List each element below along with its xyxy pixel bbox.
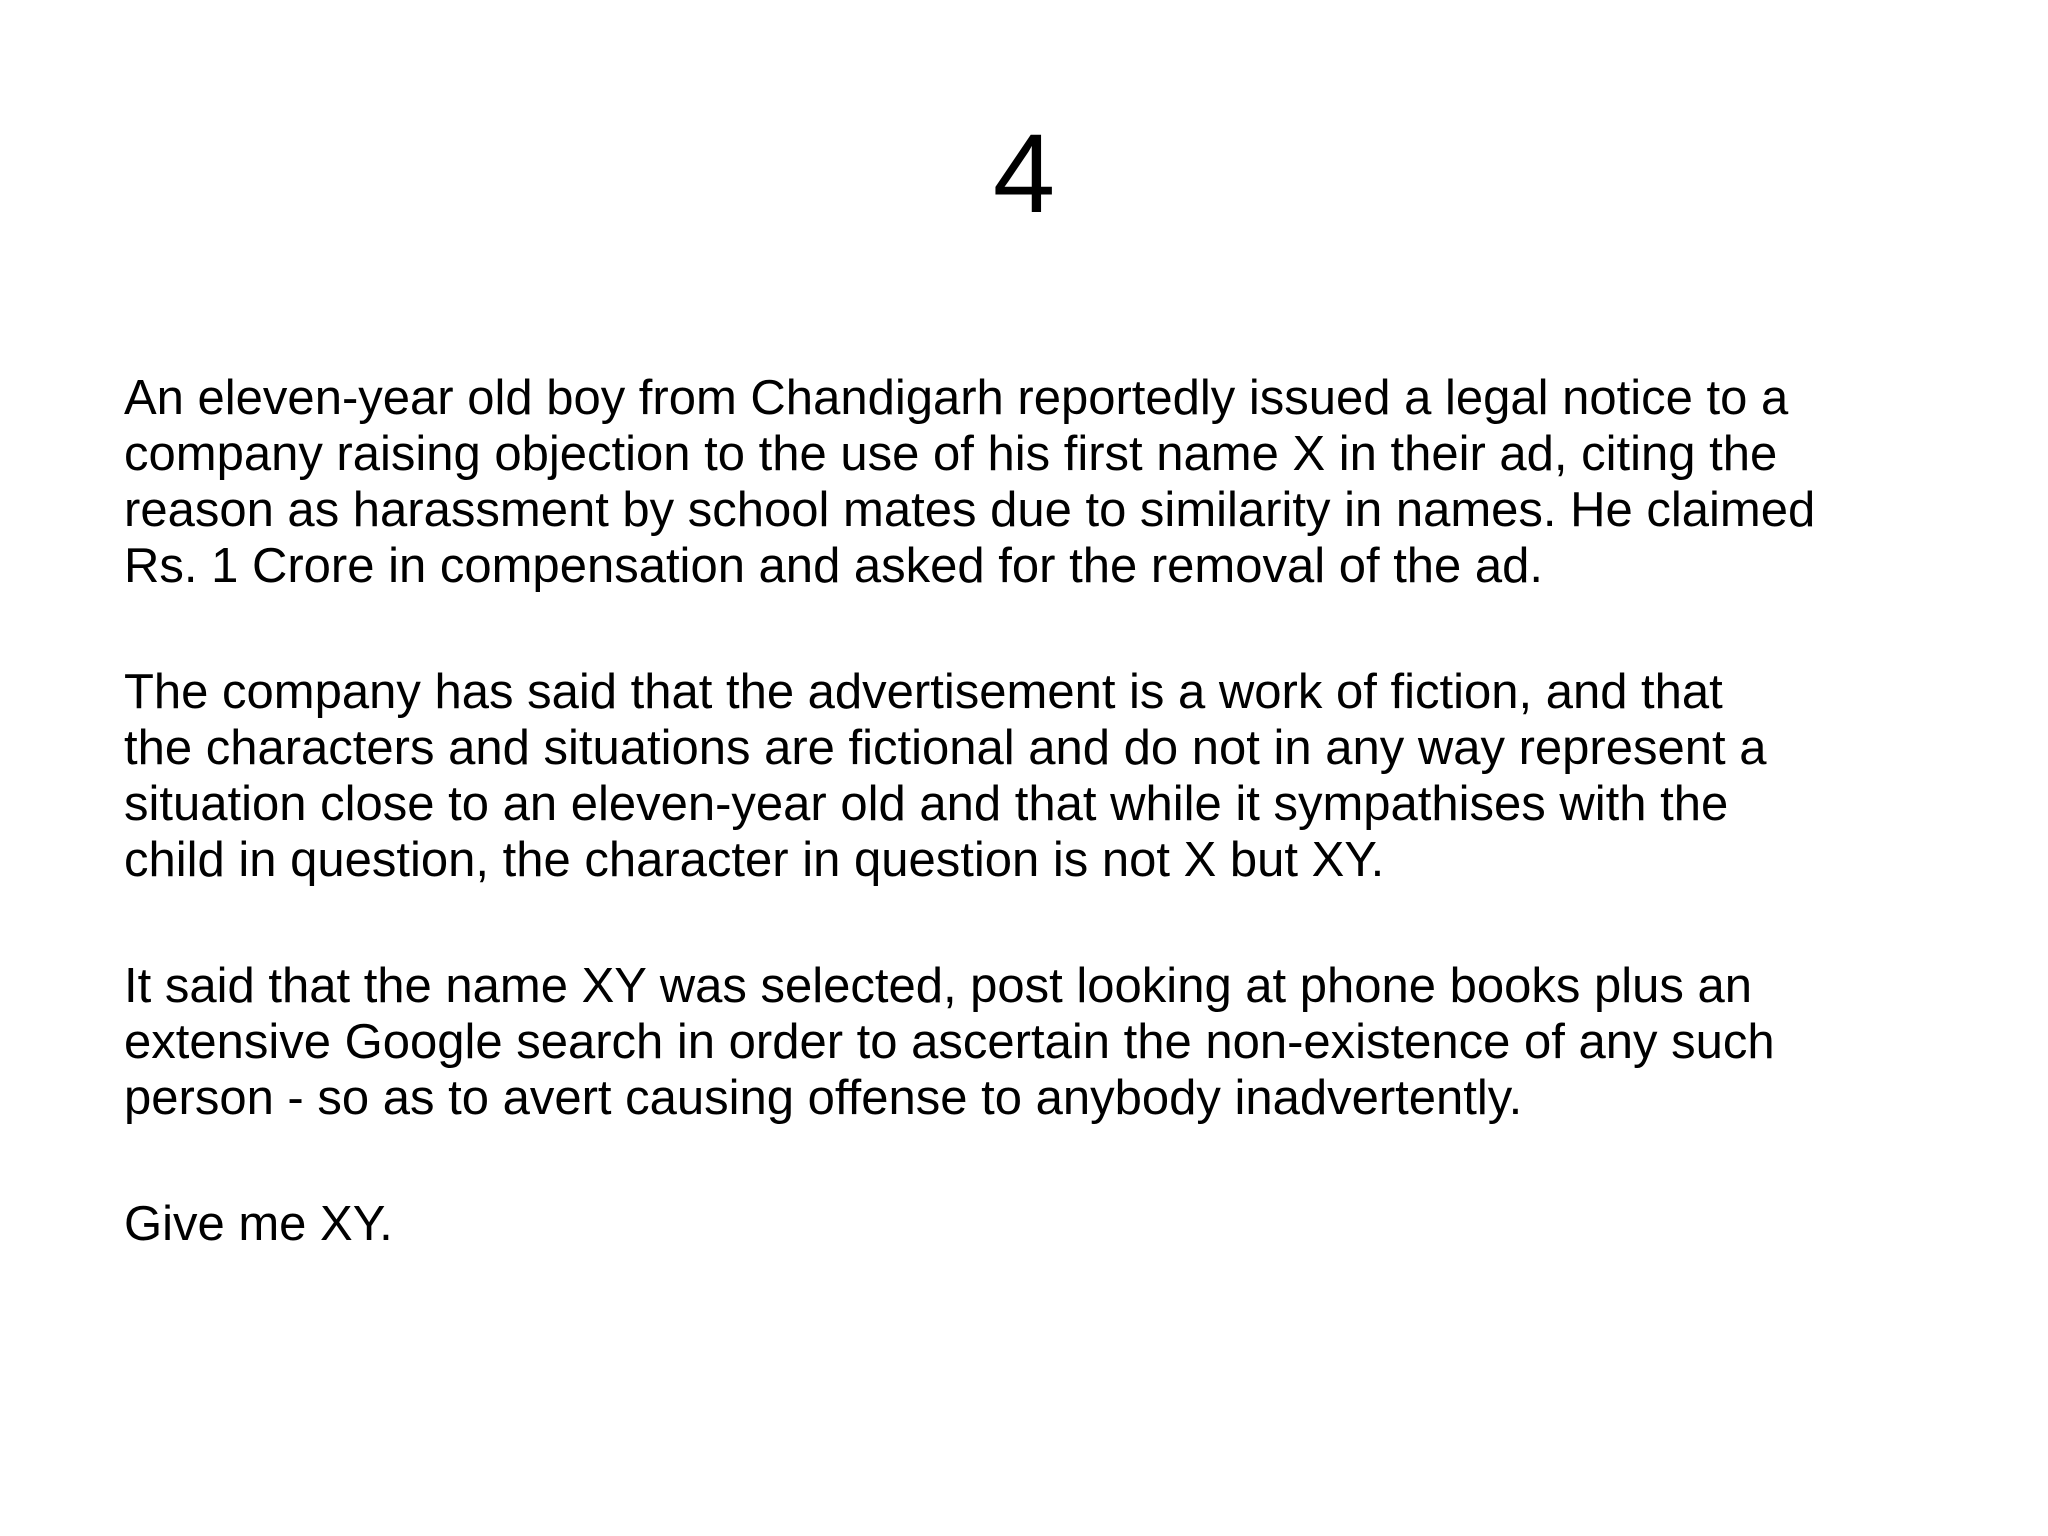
paragraph-context bbox=[124, 370, 1984, 594]
text-line: the characters and situations are fictional and do not in any way represent a bbox=[124, 721, 1767, 775]
paragraph-company-statement bbox=[124, 664, 1984, 888]
text-line: extensive Google search in order to ascertain the non-existence of any such bbox=[124, 1015, 1775, 1069]
paragraph-question bbox=[124, 1196, 1984, 1252]
text-line: It said that the name XY was selected, post looking at phone books plus an bbox=[124, 959, 1753, 1013]
slide-body bbox=[124, 370, 1984, 1322]
text-line: child in question, the character in question is not X but XY. bbox=[124, 833, 1385, 887]
text-line: company raising objection to the use of his first name X in their ad, citing the bbox=[124, 427, 1778, 481]
text-line: Rs. 1 Crore in compensation and asked for the removal of the ad. bbox=[124, 539, 1544, 593]
text-line: The company has said that the advertisement is a work of fiction, and that bbox=[124, 665, 1723, 719]
text-line: An eleven-year old boy from Chandigarh reportedly issued a legal notice to a bbox=[124, 371, 1789, 425]
text-line: person - so as to avert causing offense to anybody inadvertently. bbox=[124, 1071, 1523, 1125]
text-line: Give me XY. bbox=[124, 1197, 393, 1251]
paragraph-name-selection bbox=[124, 958, 1984, 1126]
text-line: reason as harassment by school mates due to similarity in names. He claimed bbox=[124, 483, 1816, 537]
text-line: situation close to an eleven-year old and that while it sympathises with the bbox=[124, 777, 1729, 831]
slide-title: 4 bbox=[992, 111, 1056, 236]
